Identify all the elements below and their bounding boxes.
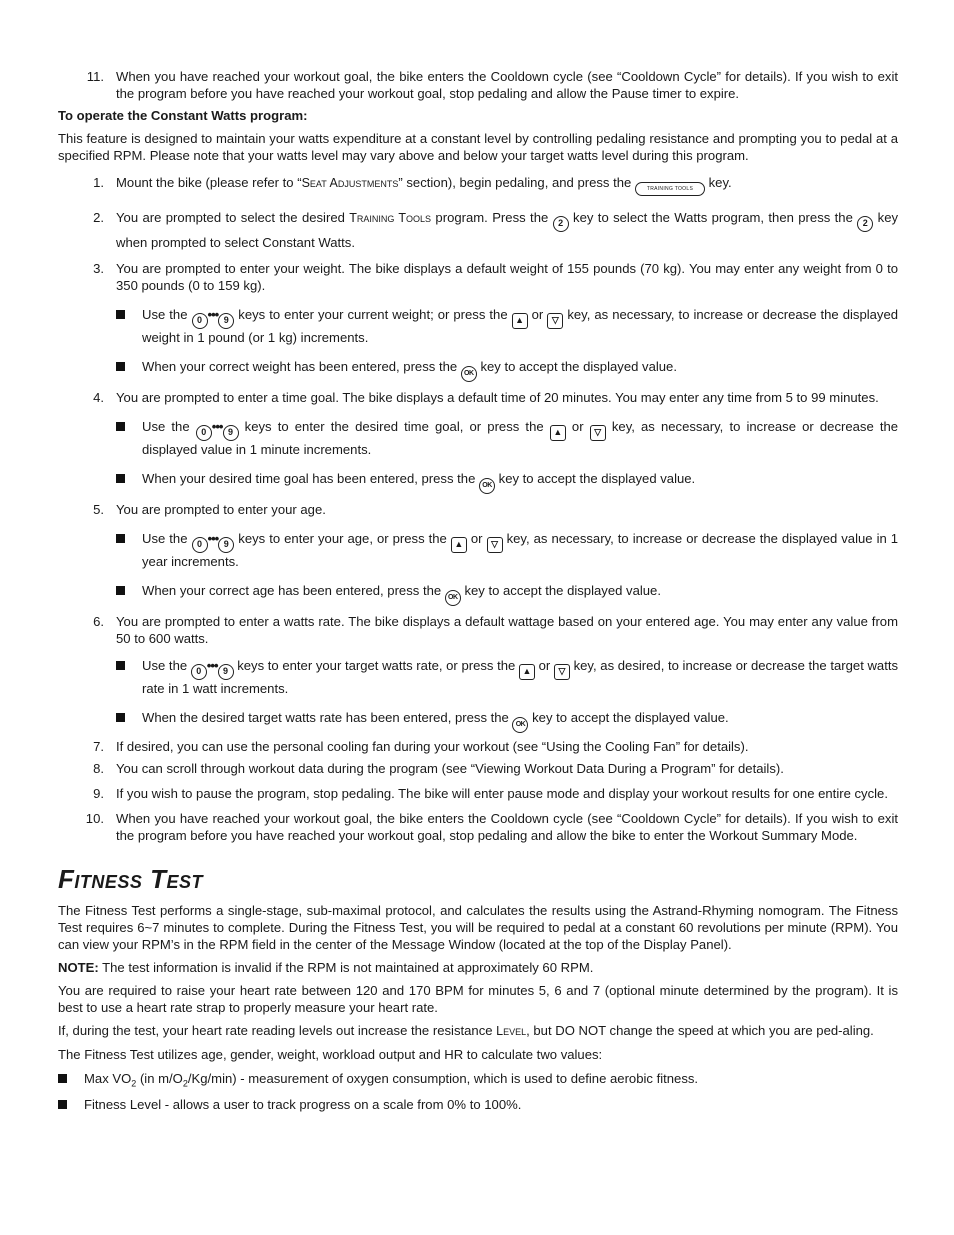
- step-5-bullet-2: [58, 582, 898, 606]
- bullet-text: When your correct age has been entered, press the: [142, 583, 442, 598]
- manual-page: [58, 68, 898, 1113]
- ok-key-icon: OK: [445, 590, 461, 606]
- paragraph-text: , but DO NOT change the speed at which you are ped-aling.: [526, 1023, 874, 1038]
- ellipsis-icon: •••: [206, 658, 218, 673]
- step-4-bullet-2: [58, 470, 898, 494]
- step-number: 2.: [93, 210, 104, 225]
- step-number: 6.: [93, 614, 104, 629]
- subscript: 2: [131, 1078, 137, 1089]
- bullet-square-icon: [116, 422, 125, 431]
- step-number: 4.: [93, 390, 104, 405]
- paragraph-text: If, during the test, your heart rate reading levels out increase the resistance: [58, 1023, 497, 1038]
- fitness-test-title: Fitness Test: [58, 864, 204, 894]
- step-number: 3.: [93, 261, 104, 276]
- step-number: 7.: [93, 739, 104, 754]
- bullet-square-icon: [116, 586, 125, 595]
- constant-watts-heading: To operate the Constant Watts program:: [58, 108, 308, 123]
- step-10: [58, 810, 898, 844]
- step-1: [58, 174, 898, 196]
- bullet-text: Use the: [142, 307, 188, 322]
- step-4-bullet-1: [58, 418, 898, 458]
- down-arrow-key-icon: ▽: [487, 537, 503, 553]
- bullet-text: keys to enter your current weight; or press the: [238, 307, 508, 322]
- training-tools-key-icon: TRAINING TOOLS: [635, 182, 705, 196]
- step-5-bullet-1: [58, 530, 898, 570]
- step-3: [58, 260, 898, 294]
- bullet-text: keys to enter your target watts rate, or press the: [237, 658, 516, 673]
- bullet-text: or: [470, 531, 483, 546]
- fitness-test-resistance: [58, 1022, 898, 1040]
- step-8: [58, 760, 898, 777]
- step-text: You can scroll through workout data during the program (see “Viewing Workout Data During a Program” for details).: [116, 761, 784, 776]
- up-arrow-key-icon: ▲: [451, 537, 467, 553]
- bullet-text: /Kg/min) - measurement of oxygen consumption, which is used to define aerobic fitness.: [187, 1071, 699, 1086]
- step-text: You are prompted to enter your age.: [116, 502, 326, 517]
- ok-key-icon: OK: [479, 478, 495, 494]
- fitness-test-heart-rate: You are required to raise your heart rate between 120 and 170 BPM for minutes 5, 6 and 7 (optional minute determined by the program). It is best to use a heart rate strap to properly measure your heart rate.: [58, 983, 898, 1015]
- seat-adjustments-ref: Seat Adjustments: [301, 176, 399, 190]
- bullet-text: key to accept the displayed value.: [464, 583, 661, 598]
- bullet-text: Use the: [142, 531, 188, 546]
- step-text: Mount the bike (please refer to “: [116, 175, 302, 190]
- note-text: The test information is invalid if the RPM is not maintained at approximately 60 RPM.: [98, 960, 594, 975]
- bullet-text: When your correct weight has been entered, press the: [142, 359, 458, 374]
- bullet-square-icon: [116, 310, 125, 319]
- up-arrow-key-icon: ▲: [519, 664, 535, 680]
- step-number: 8.: [93, 761, 104, 776]
- zero-key-icon: 0: [196, 425, 212, 441]
- ok-key-icon: OK: [461, 366, 477, 382]
- step-9: [58, 785, 898, 802]
- number-2-key-icon: 2: [857, 216, 873, 232]
- note-label: NOTE:: [58, 960, 99, 975]
- step-text: program. Press the: [431, 210, 549, 225]
- number-2-key-icon: 2: [553, 216, 569, 232]
- ellipsis-icon: •••: [207, 307, 219, 322]
- step-text: You are prompted to enter your weight. The bike displays a default weight of 155 pounds (70 kg). You may enter any weight from 0 to 350 pounds (0 to 159 kg).: [116, 261, 898, 293]
- bullet-text: Max VO: [84, 1071, 132, 1086]
- ellipsis-icon: •••: [207, 531, 219, 546]
- bullet-square-icon: [116, 661, 125, 670]
- up-arrow-key-icon: ▲: [550, 425, 566, 441]
- step-number: 5.: [93, 502, 104, 517]
- step-text: When you have reached your workout goal, the bike enters the Cooldown cycle (see “Cooldown Cycle” for details). If you wish to exit the program before you have reached your workout goal, stop pedaling and allow the bike to enter the Workout Summary Mode.: [116, 811, 898, 843]
- down-arrow-key-icon: ▽: [547, 313, 563, 329]
- bullet-text: key, as necessary, to increase or decrease the displayed weight in 1 pound (or 1 kg) increments.: [142, 307, 899, 345]
- nine-key-icon: 9: [218, 664, 234, 680]
- step-text: You are prompted to enter a watts rate. The bike displays a default wattage based on your entered age. You may enter any value from 50 to 600 watts.: [116, 614, 898, 646]
- step-4: [58, 389, 898, 406]
- step-5: [58, 501, 898, 518]
- max-vo2-bullet: [58, 1070, 898, 1087]
- step-text: key.: [708, 175, 732, 190]
- bullet-text: Use the: [142, 658, 188, 673]
- step-3-bullet-2: [58, 358, 898, 382]
- step-text: key to select the Watts program, then press the: [573, 210, 853, 225]
- bullet-text: or: [538, 658, 551, 673]
- bullet-square-icon: [116, 362, 125, 371]
- down-arrow-key-icon: ▽: [554, 664, 570, 680]
- step-text: ” section), begin pedaling, and press the: [398, 175, 632, 190]
- nine-key-icon: 9: [218, 313, 234, 329]
- step-3-bullet-1: [58, 306, 898, 346]
- ellipsis-icon: •••: [211, 419, 223, 434]
- fitness-test-values-intro: The Fitness Test utilizes age, gender, weight, workload output and HR to calculate two values:: [58, 1047, 603, 1062]
- bullet-text: or: [531, 307, 544, 322]
- fitness-test-intro: The Fitness Test performs a single-stage, sub-maximal protocol, and calculates the results using the Astrand-Rhyming nomogram. The Fitness Test requires 6~7 minutes to complete. During the Fitness Test, you will be required to pedal at a constant 60 revolutions per minute (RPM). You can view your RPM’s in the RPM field in the center of the Message Window (located at the top of the Display Panel).: [58, 903, 898, 952]
- fitness-test-note: [58, 959, 898, 976]
- bullet-text: key to accept the displayed value.: [498, 471, 696, 486]
- step-number: 10.: [85, 811, 104, 826]
- bullet-text: keys to enter the desired time goal, or press the: [244, 419, 544, 434]
- bullet-text: When the desired target watts rate has been entered, press the: [142, 710, 509, 725]
- bullet-text: Use the: [142, 419, 190, 434]
- bullet-text: key, as necessary, to increase or decrease the displayed value in 1 minute increments.: [142, 419, 899, 457]
- ok-key-icon: OK: [512, 717, 528, 733]
- step-number: 9.: [93, 786, 104, 801]
- nine-key-icon: 9: [223, 425, 239, 441]
- bullet-square-icon: [116, 534, 125, 543]
- nine-key-icon: 9: [218, 537, 234, 553]
- zero-key-icon: 0: [192, 313, 208, 329]
- bullet-text: key to accept the displayed value.: [480, 359, 677, 374]
- level-ref: Level: [496, 1024, 527, 1038]
- bullet-text: key, as desired, to increase or decrease the target watts rate in 1 watt increments.: [142, 658, 899, 696]
- bullet-text: key to accept the displayed value.: [532, 710, 729, 725]
- up-arrow-key-icon: ▲: [512, 313, 528, 329]
- bullet-text: key, as necessary, to increase or decrease the displayed value in 1 year increments.: [142, 531, 899, 569]
- zero-key-icon: 0: [191, 664, 207, 680]
- step-6-bullet-1: [58, 657, 898, 697]
- step-text: When you have reached your workout goal, the bike enters the Cooldown cycle (see “Cooldown Cycle” for details). If you wish to exit the program before you have reached your workout goal, stop pedaling and allow the Pause timer to expire.: [116, 69, 898, 101]
- bullet-text: (in m/O: [136, 1071, 183, 1086]
- step-text: If desired, you can use the personal cooling fan during your workout (see “Using the Cooling Fan” for details).: [116, 739, 749, 754]
- fitness-level-bullet: [58, 1096, 898, 1113]
- step-2: [58, 207, 898, 254]
- step-6-bullet-2: [58, 709, 898, 733]
- step-number: 1.: [93, 175, 104, 190]
- step-text: If you wish to pause the program, stop pedaling. The bike will enter pause mode and display your workout results for one entire cycle.: [116, 786, 888, 801]
- step-7: [58, 738, 898, 755]
- bullet-text: keys to enter your age, or press the: [238, 531, 447, 546]
- step-text: You are prompted to select the desired: [116, 210, 350, 225]
- step-text: You are prompted to enter a time goal. The bike displays a default time of 20 minutes. You may enter any time from 5 to 99 minutes.: [116, 390, 879, 405]
- step-11-previous: [58, 68, 898, 102]
- bullet-square-icon: [58, 1100, 67, 1109]
- zero-key-icon: 0: [192, 537, 208, 553]
- subscript: 2: [182, 1078, 188, 1089]
- down-arrow-key-icon: ▽: [590, 425, 606, 441]
- bullet-text: When your desired time goal has been entered, press the: [142, 471, 476, 486]
- bullet-text: Fitness Level - allows a user to track progress on a scale from 0% to 100%.: [84, 1097, 522, 1112]
- constant-watts-intro: This feature is designed to maintain your watts expenditure at a constant level by controlling pedaling resistance and prompting you to pedal at a specified RPM. Please note that your watts level may vary above and below your target watts level during this program.: [58, 131, 898, 163]
- training-tools-ref: Training Tools: [349, 211, 432, 225]
- step-text: key when prompted to select Constant Watts.: [116, 210, 899, 250]
- step-number: 11.: [86, 69, 104, 84]
- bullet-square-icon: [116, 713, 125, 722]
- step-6: [58, 613, 898, 647]
- bullet-text: or: [571, 419, 584, 434]
- bullet-square-icon: [116, 474, 125, 483]
- bullet-square-icon: [58, 1074, 67, 1083]
